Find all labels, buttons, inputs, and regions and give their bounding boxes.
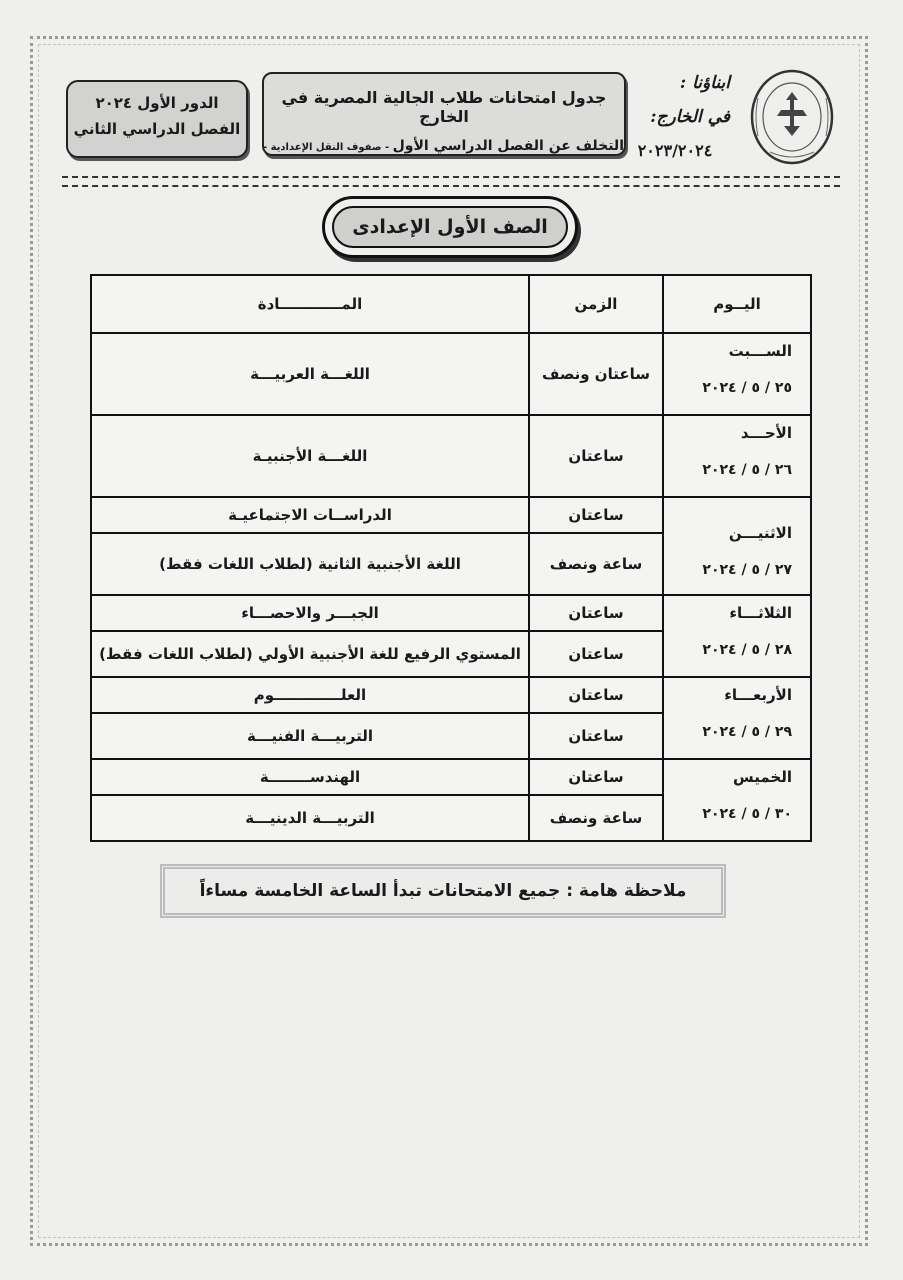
- day-date: ٢٥ / ٥ / ٢٠٢٤: [702, 380, 792, 396]
- table-row: [91, 759, 811, 795]
- subject-cell: اللغـــة الأجنبيـة: [91, 415, 529, 497]
- subject-cell: المستوي الرفيع للغة الأجنبية الأولي (لطلاب اللغات فقط): [91, 631, 529, 677]
- table-row: [91, 677, 811, 713]
- table-header-row: [91, 275, 811, 333]
- table-row: [91, 415, 811, 497]
- subject-cell: التربيـــة الفنيـــة: [91, 713, 529, 759]
- schedule-subtitle: [264, 138, 624, 154]
- day-date: ٣٠ / ٥ / ٢٠٢٤: [702, 806, 792, 822]
- round-label: الدور الأول ٢٠٢٤: [95, 94, 219, 112]
- day-date: ٢٦ / ٥ / ٢٠٢٤: [702, 462, 792, 478]
- subject-cell: اللغة الأجنبية الثانية (لطلاب اللغات فقط): [91, 533, 529, 595]
- subject-cell: اللغـــة العربيـــة: [91, 333, 529, 415]
- abroad-line-1: ابناؤنا :: [679, 73, 730, 93]
- day-date: ٢٩ / ٥ / ٢٠٢٤: [702, 724, 792, 740]
- grade-title: الصف الأول الإعدادى: [332, 206, 568, 248]
- schedule-subtitle-main: التخلف عن الفصل الدراسي الأول: [392, 138, 624, 154]
- day-name: الأربعـــاء: [724, 686, 792, 704]
- table-row: [91, 595, 811, 631]
- day-name: الاثنيـــن: [728, 524, 792, 542]
- subject-cell: العلـــــــــــــوم: [91, 677, 529, 713]
- grade-title-pill: [322, 196, 578, 258]
- header-day: اليــوم: [663, 275, 811, 333]
- subject-cell: الهندســــــــة: [91, 759, 529, 795]
- day-date: ٢٨ / ٥ / ٢٠٢٤: [702, 642, 792, 658]
- day-date: ٢٧ / ٥ / ٢٠٢٤: [702, 562, 792, 578]
- table-row: [91, 497, 811, 533]
- schedule-subtitle-suffix: - صفوف النقل الإعدادية -: [262, 142, 393, 153]
- duration-cell: ساعتان: [529, 595, 663, 631]
- subject-cell: الجبـــر والاحصـــاء: [91, 595, 529, 631]
- duration-cell: ساعتان: [529, 415, 663, 497]
- header-subject: المــــــــــــادة: [91, 275, 529, 333]
- duration-cell: ساعتان: [529, 497, 663, 533]
- day-cell: [663, 333, 811, 415]
- round-box: [66, 80, 248, 158]
- duration-cell: ساعة ونصف: [529, 533, 663, 595]
- ministry-seal-icon: [748, 68, 836, 166]
- academic-year: ٢٠٢٣/٢٠٢٤: [637, 141, 713, 160]
- exam-schedule-table: [90, 274, 812, 842]
- header-duration: الزمن: [529, 275, 663, 333]
- schedule-title: جدول امتحانات طلاب الجالية المصرية في الخارج: [281, 88, 607, 126]
- day-cell: [663, 415, 811, 497]
- abroad-line-2: في الخارج:: [650, 107, 730, 127]
- abroad-label: [628, 66, 730, 168]
- day-cell: [663, 497, 811, 595]
- ministry-logo: [748, 68, 836, 166]
- duration-cell: ساعتان: [529, 713, 663, 759]
- day-cell: [663, 759, 811, 841]
- important-note: ملاحظة هامة : جميع الامتحانات تبدأ الساعة الخامسة مساءاً: [160, 864, 726, 918]
- day-name: الثلاثـــاء: [729, 604, 792, 622]
- subject-cell: التربيـــة الدينيـــة: [91, 795, 529, 841]
- day-name: الســـبت: [728, 342, 792, 360]
- day-name: الأحـــد: [740, 424, 792, 442]
- duration-cell: ساعة ونصف: [529, 795, 663, 841]
- duration-cell: ساعتان: [529, 759, 663, 795]
- table-row: [91, 333, 811, 415]
- duration-cell: ساعتان: [529, 631, 663, 677]
- header-divider: [62, 176, 840, 187]
- day-cell: [663, 677, 811, 759]
- semester-label: الفصل الدراسي الثاني: [73, 120, 241, 138]
- day-cell: [663, 595, 811, 677]
- subject-cell: الدراســات الاجتماعيـة: [91, 497, 529, 533]
- schedule-title-box: [262, 72, 626, 156]
- duration-cell: ساعتان: [529, 677, 663, 713]
- duration-cell: ساعتان ونصف: [529, 333, 663, 415]
- day-name: الخميس: [733, 768, 792, 786]
